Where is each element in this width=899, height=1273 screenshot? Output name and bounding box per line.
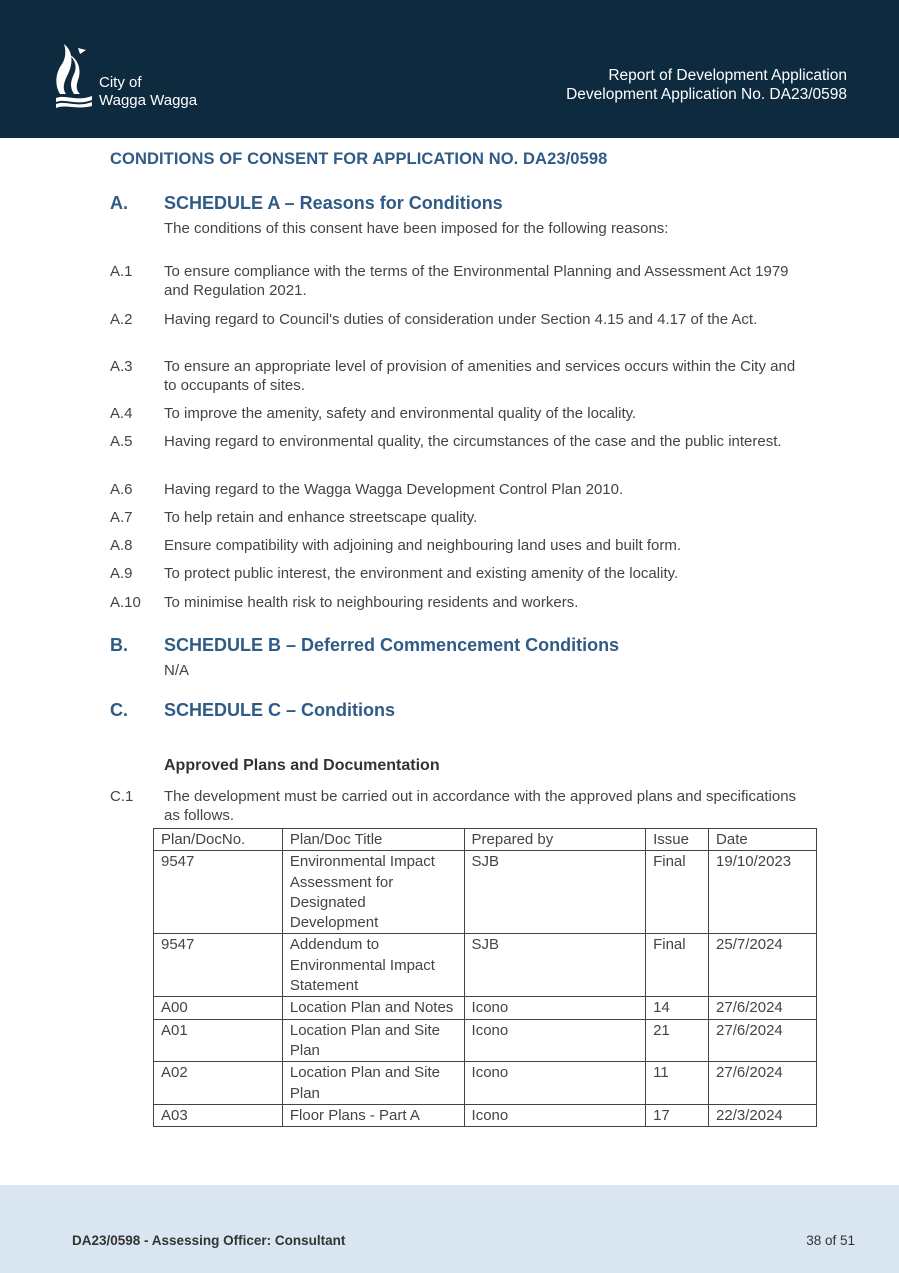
schedule-b-title: SCHEDULE B – Deferred Commencement Conditions (164, 635, 620, 655)
table-cell: 25/7/2024 (709, 934, 817, 997)
table-cell: Icono (464, 1104, 646, 1126)
table-cell: Addendum to Environmental Impact Statement (282, 934, 464, 997)
table-cell: Location Plan and Site Plan (282, 1062, 464, 1105)
item-number: A.7 (110, 509, 133, 526)
item-text: To ensure an appropriate level of provision of amenities and services occurs within the City and to occupants of sites. (164, 358, 796, 394)
table-row (154, 997, 817, 1019)
table-row (154, 1019, 817, 1062)
item-text: Having regard to Council's duties of consideration under Section 4.15 and 4.17 of the Act. (164, 311, 758, 328)
item-number: A.1 (110, 263, 133, 280)
item-number: A.10 (110, 594, 141, 611)
table-row (154, 1062, 817, 1105)
table-row (154, 934, 817, 997)
table-cell: Environmental Impact Assessment for Designated Development (282, 851, 464, 934)
table-row (154, 851, 817, 934)
item-number: A.2 (110, 311, 133, 328)
item-text: To improve the amenity, safety and environmental quality of the locality. (164, 405, 637, 422)
schedule-a-title: SCHEDULE A – Reasons for Conditions (164, 193, 503, 213)
column-header: Plan/DocNo. (154, 829, 283, 851)
schedule-b-letter: B. (110, 635, 128, 655)
page-title: CONDITIONS OF CONSENT FOR APPLICATION NO. DA23/0598 (110, 150, 608, 168)
report-title-line-2: Development Application No. DA23/0598 (566, 86, 847, 103)
item-text: To minimise health risk to neighbouring residents and workers. (164, 594, 579, 611)
schedule-a-intro: The conditions of this consent have been imposed for the following reasons: (164, 220, 669, 237)
table-cell: Icono (464, 1062, 646, 1105)
table-cell: Floor Plans - Part A (282, 1104, 464, 1126)
table-cell: 27/6/2024 (709, 997, 817, 1019)
table-cell: A02 (154, 1062, 283, 1105)
crow-logo-icon (52, 40, 96, 108)
column-header: Issue (646, 829, 709, 851)
item-text: To help retain and enhance streetscape quality. (164, 509, 478, 526)
item-text: To protect public interest, the environment and existing amenity of the locality. (164, 565, 679, 582)
schedule-c-letter: C. (110, 700, 128, 720)
item-number: A.8 (110, 537, 133, 554)
item-number: A.3 (110, 358, 133, 375)
table-cell: 14 (646, 997, 709, 1019)
table-cell: 27/6/2024 (709, 1062, 817, 1105)
table-cell: 21 (646, 1019, 709, 1062)
table-cell: Icono (464, 1019, 646, 1062)
table-cell: Location Plan and Notes (282, 997, 464, 1019)
column-header: Plan/Doc Title (282, 829, 464, 851)
table-cell: 22/3/2024 (709, 1104, 817, 1126)
table-cell: Final (646, 934, 709, 997)
page-footer (0, 1185, 899, 1273)
table-cell: 17 (646, 1104, 709, 1126)
item-number: A.4 (110, 405, 133, 422)
table-cell: Final (646, 851, 709, 934)
logo-wordmark (99, 74, 197, 110)
item-number: A.5 (110, 433, 133, 450)
council-logo (52, 40, 212, 112)
table-cell: SJB (464, 934, 646, 997)
item-number: A.6 (110, 481, 133, 498)
table-cell: 19/10/2023 (709, 851, 817, 934)
table-cell: 9547 (154, 934, 283, 997)
report-title (566, 66, 847, 104)
page-header (0, 0, 899, 138)
table-cell: A03 (154, 1104, 283, 1126)
logo-line-2: Wagga Wagga (99, 92, 198, 109)
report-title-line-1: Report of Development Application (608, 67, 847, 84)
page-number: 38 of 51 (806, 1233, 855, 1248)
table-cell: Location Plan and Site Plan (282, 1019, 464, 1062)
footer-reference: DA23/0598 - Assessing Officer: Consultant (72, 1233, 346, 1248)
schedule-b-body: N/A (164, 662, 190, 679)
schedule-a-letter: A. (110, 193, 128, 213)
approved-plans-subheading: Approved Plans and Documentation (164, 757, 440, 774)
item-number: A.9 (110, 565, 133, 582)
item-number: C.1 (110, 788, 134, 805)
column-header: Date (709, 829, 817, 851)
column-header: Prepared by (464, 829, 646, 851)
item-text: To ensure compliance with the terms of the Environmental Planning and Assessment Act 1979 and Regulation 2021. (164, 263, 789, 299)
item-text: Having regard to the Wagga Wagga Development Control Plan 2010. (164, 481, 624, 498)
item-text: Having regard to environmental quality, the circumstances of the case and the public interest. (164, 433, 782, 450)
table-cell: 11 (646, 1062, 709, 1105)
approved-plans-table (153, 828, 817, 1127)
logo-line-1: City of (99, 74, 142, 91)
table-cell: 27/6/2024 (709, 1019, 817, 1062)
schedule-c-title: SCHEDULE C – Conditions (164, 700, 396, 720)
table-cell: A01 (154, 1019, 283, 1062)
item-text: The development must be carried out in accordance with the approved plans and specifications as follows. (164, 788, 797, 824)
table-cell: Icono (464, 997, 646, 1019)
table-header-row (154, 829, 817, 851)
table-cell: 9547 (154, 851, 283, 934)
item-text: Ensure compatibility with adjoining and neighbouring land uses and built form. (164, 537, 681, 554)
table-cell: A00 (154, 997, 283, 1019)
table-cell: SJB (464, 851, 646, 934)
table-row (154, 1104, 817, 1126)
